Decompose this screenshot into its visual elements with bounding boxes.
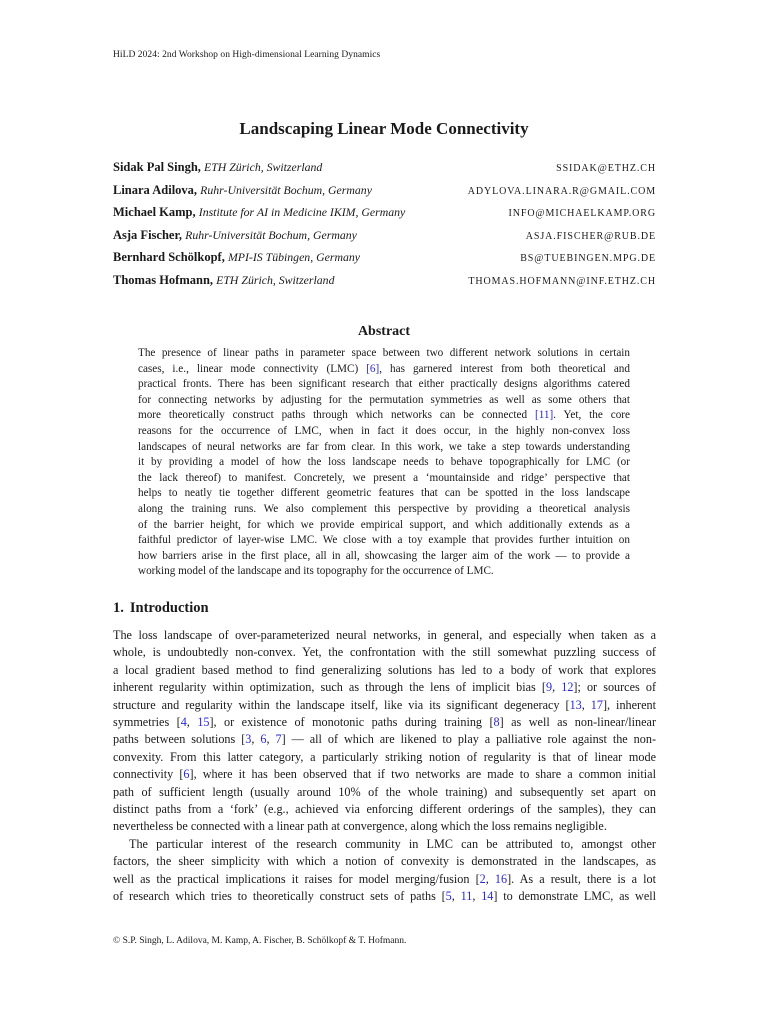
citation-link[interactable]: 3 bbox=[245, 732, 252, 747]
citation-link[interactable]: 12 bbox=[561, 680, 574, 695]
text-run: , bbox=[266, 732, 276, 747]
text-line bbox=[113, 766, 656, 783]
text-run: practical fronts. There has been significant research that either practically designs algorithms catered bbox=[138, 378, 630, 391]
text-line bbox=[113, 801, 656, 818]
text-line bbox=[138, 408, 630, 424]
text-run: along the training runs. We also complement this perspective by providing a theoretical analysis bbox=[138, 502, 630, 515]
text-run: , bbox=[186, 715, 198, 730]
citation-link[interactable]: 13 bbox=[569, 697, 582, 712]
text-run: , bbox=[451, 889, 461, 904]
author-row bbox=[113, 160, 656, 183]
text-line bbox=[138, 564, 630, 580]
text-run: structure and regularity within the landscape itself, like via its significant degeneracy [ bbox=[113, 697, 570, 712]
citation-link[interactable]: 6 bbox=[183, 767, 190, 782]
author-affiliation: ETH Zürich, Switzerland bbox=[204, 160, 323, 174]
paper-title: Landscaping Linear Mode Connectivity bbox=[239, 119, 529, 138]
abstract-heading: Abstract bbox=[357, 324, 411, 339]
author-email[interactable]: THOMAS.HOFMANN@INF.ETHZ.CH bbox=[468, 275, 656, 287]
text-line bbox=[138, 377, 630, 393]
text-run: of research which tries to theoretically construct sets of paths [ bbox=[113, 889, 446, 904]
text-run: , bbox=[472, 889, 482, 904]
text-run: nevertheless be connected with a linear path at convergence, along which the loss remains negligible. bbox=[113, 819, 607, 834]
text-line bbox=[113, 888, 656, 905]
text-run: helps to neatly tie together different geometric features that can be spotted in the loss landscape bbox=[138, 487, 630, 500]
text-run: distinct paths from a ‘fork’ (e.g., achieved via enforcing different orderings of the samples), they can bbox=[113, 802, 656, 817]
citation-link[interactable]: 17 bbox=[590, 697, 603, 712]
text-run: ], where it has been observed that if two networks are made to share a common initial bbox=[189, 767, 656, 782]
author-row bbox=[113, 273, 656, 296]
text-run: reasons for the occurrence of LMC, when in fact it does occur, in the highly non-convex loss bbox=[138, 424, 630, 437]
author-list bbox=[113, 160, 656, 296]
text-run: well as the practical implications it raises for model merging/fusion [ bbox=[113, 871, 480, 886]
text-run: , bbox=[251, 732, 261, 747]
citation-link[interactable]: 15 bbox=[197, 715, 210, 730]
citation-link[interactable]: 14 bbox=[481, 889, 494, 904]
author-email[interactable]: BS@TUEBINGEN.MPG.DE bbox=[520, 253, 656, 265]
author-name: Michael Kamp, bbox=[113, 205, 196, 220]
text-line bbox=[113, 714, 656, 731]
text-run: ] as well as non-linear/linear bbox=[499, 715, 657, 730]
author-affiliation: Institute for AI in Medicine IKIM, Germany bbox=[198, 205, 406, 220]
author-name: Linara Adilova, bbox=[113, 182, 198, 197]
author-email[interactable]: ADYLOVA.LINARA.R@GMAIL.COM bbox=[467, 185, 656, 197]
text-run: faithful predictor of layer-wise LMC. We close with a toy example that provides further intuition on bbox=[138, 534, 630, 547]
text-line bbox=[113, 662, 656, 679]
text-run: The loss landscape of over-parameterized neural networks, in general, and especially when taken as a bbox=[113, 628, 656, 642]
citation-link[interactable]: 11 bbox=[460, 889, 473, 904]
text-run: ]. As a result, there is a lot bbox=[507, 871, 656, 886]
text-line bbox=[138, 362, 630, 378]
text-run: , bbox=[581, 697, 591, 712]
text-run: path of sufficient length (usually around 10% of the whole training) and subsequently set apart on bbox=[113, 784, 656, 799]
text-line bbox=[113, 679, 656, 696]
text-run: inherent regularity within optimization, such as through the lens of implicit bias [ bbox=[113, 680, 546, 695]
author-row bbox=[113, 228, 656, 251]
text-line bbox=[138, 424, 630, 440]
abstract-body bbox=[138, 346, 630, 580]
text-run: working model of the landscape and its topography for the occurrence of LMC. bbox=[138, 565, 494, 578]
text-line bbox=[113, 784, 656, 801]
text-run: The particular interest of the research community in LMC can be attributed to, amongst other bbox=[129, 836, 656, 851]
text-run: symmetries [ bbox=[113, 715, 181, 730]
citation-link[interactable]: 4 bbox=[180, 715, 187, 730]
text-run: ], inherent bbox=[602, 697, 656, 712]
workshop-header: HiLD 2024: 2nd Workshop on High-dimensional Learning Dynamics bbox=[113, 50, 381, 60]
text-line bbox=[113, 836, 656, 853]
text-line bbox=[113, 731, 656, 748]
text-run: The presence of linear paths in parameter space between two different network solutions in certain bbox=[138, 347, 630, 359]
citation-link[interactable]: 8 bbox=[493, 715, 500, 730]
text-run: cases, i.e., linear mode connectivity (LMC) bbox=[138, 362, 367, 375]
text-line bbox=[113, 871, 656, 888]
author-name: Thomas Hofmann, bbox=[113, 272, 214, 287]
text-line bbox=[138, 455, 630, 471]
author-affiliation: Ruhr-Universität Bochum, Germany bbox=[185, 227, 357, 242]
section-number: 1. bbox=[113, 600, 124, 616]
text-line bbox=[113, 697, 656, 714]
text-run: a local gradient based method to find generalizing solutions has led to a body of work that explores bbox=[113, 662, 656, 677]
copyright-footer: © S.P. Singh, L. Adilova, M. Kamp, A. Fischer, B. Schölkopf & T. Hofmann. bbox=[113, 936, 407, 946]
section-title: Introduction bbox=[129, 600, 209, 616]
text-run: more theoretically construct paths through which networks can be connected bbox=[138, 409, 535, 422]
text-run: convexity. From this latter category, a particularly striking notion of regularity is that of linear mode bbox=[113, 749, 656, 764]
text-line bbox=[138, 533, 630, 549]
section-heading bbox=[113, 600, 209, 617]
citation-link[interactable]: 16 bbox=[494, 871, 508, 886]
text-run: the lack thereof) to manifest. Concretely, we present a ‘mountainside and ridge’ perspective that bbox=[138, 471, 630, 484]
text-line bbox=[138, 346, 630, 362]
text-run: factors, the sheer simplicity with which a notion of convexity is demonstrated in the landscapes, as bbox=[113, 854, 656, 869]
text-run: paths between solutions [ bbox=[113, 732, 246, 747]
text-run: ]; or sources of bbox=[573, 680, 656, 695]
text-run: connectivity [ bbox=[113, 767, 184, 782]
text-line bbox=[113, 644, 656, 661]
text-line bbox=[113, 818, 656, 835]
text-run: landscapes of neural networks are far from clear. In this work, we take a step towards understanding bbox=[138, 440, 630, 453]
text-run: whole, is undoubtedly non-convex. Yet, the confrontation with the still somewhat puzzling success of bbox=[113, 645, 656, 660]
text-run: , bbox=[552, 680, 562, 695]
author-row bbox=[113, 250, 656, 273]
text-line bbox=[138, 393, 630, 409]
author-name: Bernhard Schölkopf, bbox=[113, 250, 225, 265]
text-run: ], or existence of monotonic paths during training [ bbox=[209, 715, 494, 730]
citation-link[interactable]: 9 bbox=[545, 680, 553, 695]
author-affiliation: MPI-IS Tübingen, Germany bbox=[227, 250, 360, 265]
author-name: Sidak Pal Singh, bbox=[113, 160, 201, 174]
text-run: , bbox=[485, 871, 495, 886]
text-run: , has garnered interest from both theoretical and bbox=[379, 362, 630, 375]
text-line bbox=[113, 853, 656, 870]
text-line bbox=[138, 486, 630, 502]
text-run: it by providing a model of how the loss landscape needs to behave topographically for LMC (or bbox=[138, 456, 630, 469]
text-line bbox=[138, 518, 630, 534]
author-row bbox=[113, 205, 656, 228]
author-email[interactable]: ASJA.FISCHER@RUB.DE bbox=[525, 230, 656, 242]
author-affiliation: Ruhr-Universität Bochum, Germany bbox=[200, 182, 372, 197]
introduction-body bbox=[113, 627, 656, 906]
text-run: . Yet, the core bbox=[553, 409, 630, 422]
citation-link[interactable]: 6 bbox=[260, 732, 267, 747]
citation-link[interactable]: [11] bbox=[534, 409, 554, 422]
text-run: ] to demonstrate LMC, as well bbox=[493, 889, 657, 904]
author-email[interactable]: SSIDAK@ETHZ.CH bbox=[556, 163, 656, 174]
author-row bbox=[113, 183, 656, 206]
text-run: how barriers arise in the first place, all in all, showcasing the larger aim of the work — to provide a bbox=[138, 549, 630, 562]
citation-link[interactable]: 7 bbox=[275, 732, 282, 747]
citation-link[interactable]: 5 bbox=[445, 889, 452, 904]
author-affiliation: ETH Zürich, Switzerland bbox=[216, 272, 335, 287]
text-line bbox=[138, 440, 630, 456]
text-run: of the barrier height, for which we provide empirical support, and which additionally extends as a bbox=[138, 518, 630, 531]
text-line bbox=[138, 471, 630, 487]
author-email[interactable]: INFO@MICHAELKAMP.ORG bbox=[508, 208, 656, 220]
text-line bbox=[113, 749, 656, 766]
text-line bbox=[138, 549, 630, 565]
text-line bbox=[113, 627, 656, 644]
text-line bbox=[138, 502, 630, 518]
text-run: for connecting networks by adjusting for the permutation symmetries as well as some others that bbox=[138, 393, 630, 406]
text-run: ] — all of which are likened to play a palliative role against the non- bbox=[281, 732, 657, 747]
author-name: Asja Fischer, bbox=[113, 227, 182, 242]
citation-link[interactable]: [6] bbox=[366, 362, 380, 375]
citation-link[interactable]: 2 bbox=[479, 871, 486, 886]
